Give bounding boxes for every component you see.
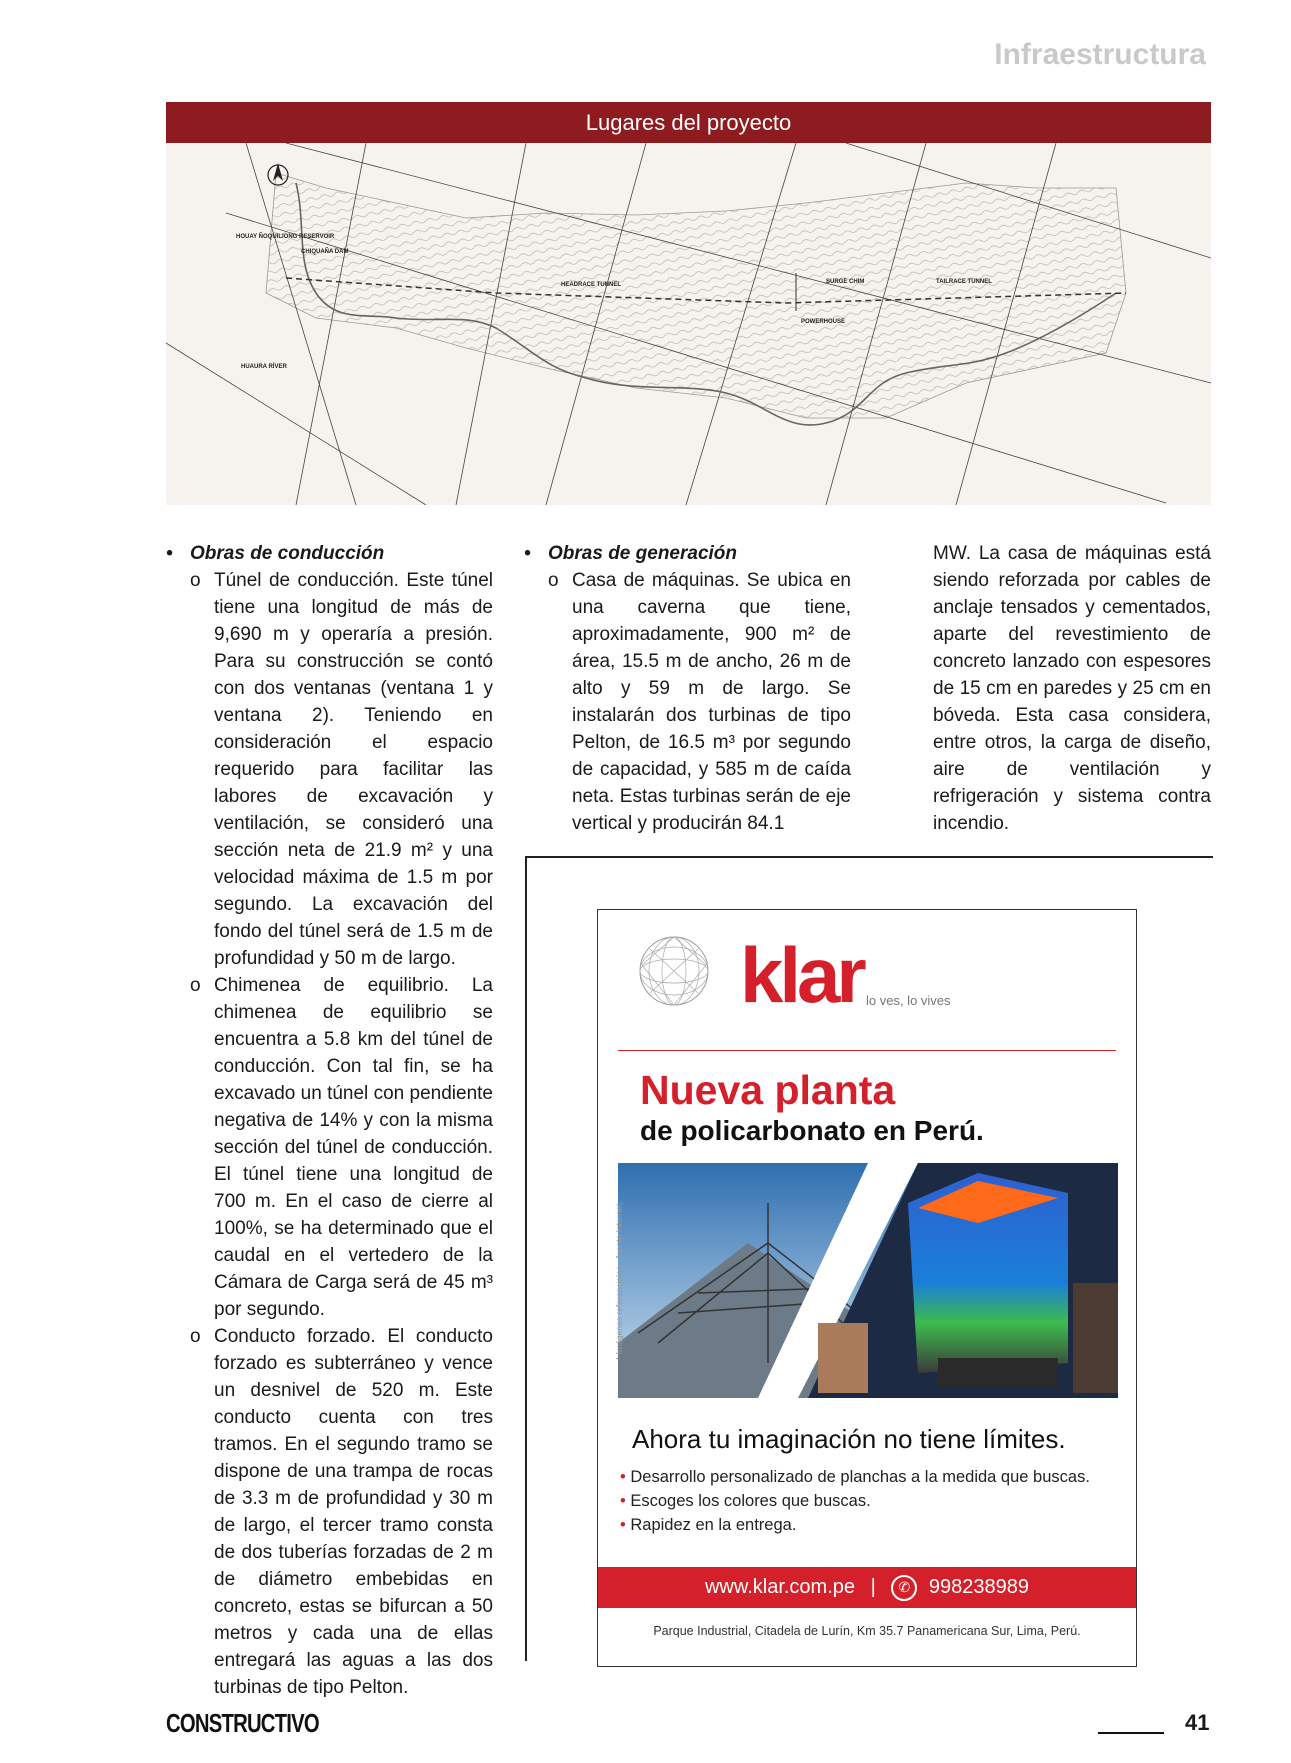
klar-advertisement (597, 909, 1137, 1667)
label-surge: SURGE CHIM (826, 279, 865, 285)
ad-photo (618, 1163, 1118, 1398)
footer-rule (1098, 1732, 1164, 1734)
label-headrace: HEADRACE TUNNEL (561, 282, 621, 288)
list-item: • Rapidez en la entrega. (620, 1516, 797, 1534)
brand-tagline: lo ves, lo vives (866, 993, 951, 1008)
list-item: o Túnel de conducción. Este túnel tiene una longitud de más de 9,690 m y operaría a presión. Para su construcción se contó con dos ventanas (ventana 1 y ventana 2). Teniendo en consideración el espacio requerido para facilitar las labores de excavación y ventilación, se consideró una sección neta de 21.9 m² y una velocidad máxima de 1.5 m por segundo. La excavación del fondo del túnel será de 1.5 m de profundidad y 50 m de largo. (190, 570, 493, 969)
ad-slogan: Ahora tu imaginación no tiene límites. (632, 1424, 1066, 1454)
magazine-brand: CONSTRUCTIVO (166, 1708, 319, 1738)
list-item: o Conducto forzado. El conducto forzado es subterráneo y vence un desnivel de 520 m. Este conducto cuenta con tres tramos. En el segundo tramo se dispone de una trampa de rocas de 3.3 m de profundidad y 30 m de largo, el tercer tramo consta de dos tuberías forzadas de 2 m de diámetro embebidas en concreto, estas se bifurcan a 50 metros y cada una de ellas entregará las aguas a las dos turbinas de tipo Pelton. (190, 1326, 493, 1698)
divider (618, 1050, 1116, 1051)
label-reservoir: HOUAY ÑOQUILIONG RESERVOIR (236, 234, 335, 240)
buildings-illustration (618, 1163, 1118, 1398)
column-conduction (166, 540, 493, 1701)
list-item: • Desarrollo personalizado de planchas a la medida que buscas. (620, 1468, 1090, 1486)
page-number: 41 (1185, 1710, 1210, 1735)
project-map (166, 143, 1211, 505)
website-link[interactable]: www.klar.com.pe (704, 1576, 856, 1598)
label-tailrace: TAILRACE TUNNEL (936, 279, 992, 285)
ad-address: Parque Industrial, Citadela de Lurín, Km 35.7 Panamericana Sur, Lima, Perú. (653, 1624, 1081, 1638)
column-continuation: MW. La casa de máquinas está siendo reforzada por cables de anclaje tensados y cementados, aparte del revestimiento de concreto lanzado con espesores de 15 cm en paredes y 25 cm en bóveda. Esta casa considera, entre otros, la carga de diseño, aire de ventilación y refrigeración y sistema contra incendio. (933, 543, 1211, 834)
ad-headline: Nueva planta (640, 1067, 896, 1113)
heading-generation: • Obras de generación (524, 543, 738, 564)
phone-icon: ✆ (891, 1575, 917, 1601)
ad-bullet-list (620, 1465, 1090, 1537)
klar-logo: klar (740, 931, 863, 1019)
label-intake: HUAURA RÍVER (241, 364, 287, 370)
phone-number[interactable]: 998238989 (928, 1576, 1030, 1598)
ad-subheadline: de policarbonato en Perú. (640, 1115, 984, 1146)
heading-conduction: • Obras de conducción (166, 543, 385, 564)
list-item: o Casa de máquinas. Se ubica en una caverna que tiene, aproximadamente, 900 m² de área, 15.5 m de ancho, 26 m de alto y 59 m de largo. Se instalarán dos turbinas de tipo Pelton, de 16.5 m³ por segundo de capacidad, y 585 m de caída neta. Estas turbinas serán de eje vertical y producirán 84.1 (548, 570, 851, 834)
terrain-area (266, 173, 1126, 418)
list-item: o Chimenea de equilibrio. La chimenea de equilibrio se encuentra a 5.8 km del túnel de conducción. Con tal fin, se ha excavado un túnel con pendiente negativa de 14% y con la misma sección del túnel de conducción. El túnel tiene una longitud de 700 m. En el caso de cierre al 100%, se ha determinado que el caudal en el vertedero de la Cámara de Carga será de 45 m³ por segundo. (190, 975, 493, 1320)
column-generation (524, 540, 851, 837)
label-dam: CHIQUAÑA DAM (301, 249, 349, 255)
topographic-map-drawing (166, 143, 1211, 505)
ad-contact-bar: www.klar.com.pe | ✆ 998238989 (598, 1567, 1136, 1608)
image-credit: * Imágenes referenciales - fuente Internet. (614, 1201, 624, 1360)
list-item: • Escoges los colores que buscas. (620, 1492, 871, 1510)
geodesic-globe-icon (638, 935, 710, 1007)
section-title: Infraestructura (994, 38, 1206, 71)
label-powerhouse: POWERHOUSE (801, 319, 846, 325)
figure-title: Lugares del proyecto (166, 102, 1211, 143)
